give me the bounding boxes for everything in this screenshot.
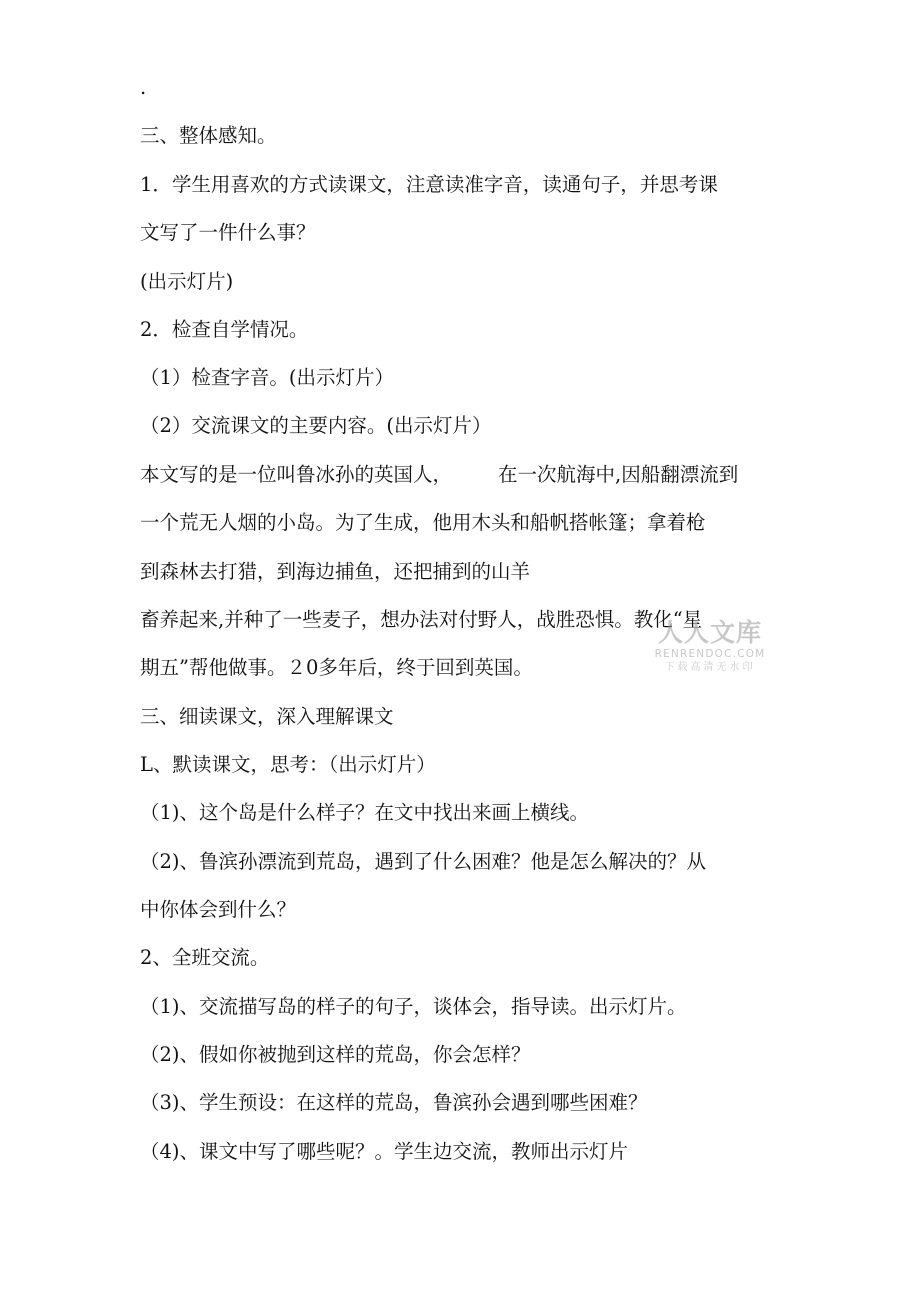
paragraph-line: 期五”帮他做事。２0多年后，终于回到英国。 xyxy=(140,656,533,679)
paragraph-line: 2．检查自学情况。 xyxy=(140,318,309,341)
summary-part-1: 本文写的是一位叫鲁冰孙的英国人， xyxy=(140,463,453,486)
paragraph-line: 到森林去打猎，到海边捕鱼，还把捕到的山羊 xyxy=(140,560,531,583)
paragraph-line: 畜养起来,并种了一些麦子，想办法对付野人，战胜恐惧。教化“星 xyxy=(140,608,703,631)
paragraph-line: （1)、这个岛是什么样子？在文中找出来画上横线。 xyxy=(140,801,590,824)
paragraph-line: （3)、学生预设：在这样的荒岛，鲁滨孙会遇到哪些困难？ xyxy=(140,1091,648,1114)
watermark-logo xyxy=(648,618,772,674)
watermark-title: 人人文库 xyxy=(657,618,762,647)
section-heading-overview: 三、整体感知。 xyxy=(140,124,277,147)
paragraph-line: 文写了一件什么事？ xyxy=(140,221,316,244)
paragraph-line: 2、全班交流。 xyxy=(140,946,270,969)
section-heading-close-reading: 三、细读课文，深入理解课文 xyxy=(140,705,394,728)
summary-part-2: 在一次航海中,因船翻漂流到 xyxy=(498,463,739,486)
watermark-site: RENRENDOC.COM xyxy=(654,648,766,660)
paragraph-line: （2）交流课文的主要内容。(出示灯片） xyxy=(140,414,492,437)
paragraph-line: L、默读课文，思考：（出示灯片） xyxy=(140,753,436,776)
leading-dot: . xyxy=(140,76,147,99)
paragraph-line: （2)、鲁滨孙漂流到荒岛，遇到了什么困难？他是怎么解决的？从 xyxy=(140,850,707,873)
paragraph-line: （4)、课文中写了哪些呢？。学生边交流，教师出示灯片 xyxy=(140,1140,629,1163)
paragraph-line: （1）检查字音。(出示灯片） xyxy=(140,366,395,389)
paragraph-line: 1．学生用喜欢的方式读课文，注意读准字音，读通句子，并思考课 xyxy=(140,173,718,196)
paragraph-line-summary xyxy=(140,463,738,487)
paragraph-line: （2)、假如你被抛到这样的荒岛，你会怎样？ xyxy=(140,1043,531,1066)
watermark-subtitle: 下载高清无水印 xyxy=(664,662,756,673)
paragraph-line: 中你体会到什么？ xyxy=(140,898,297,921)
paragraph-line: 一个荒无人烟的小岛。为了生成，他用木头和船帆搭帐篷；拿着枪 xyxy=(140,511,706,534)
paragraph-line: （1)、交流描写岛的样子的句子，谈体会，指导读。出示灯片。 xyxy=(140,995,687,1018)
paragraph-line: (出示灯片) xyxy=(140,270,234,293)
